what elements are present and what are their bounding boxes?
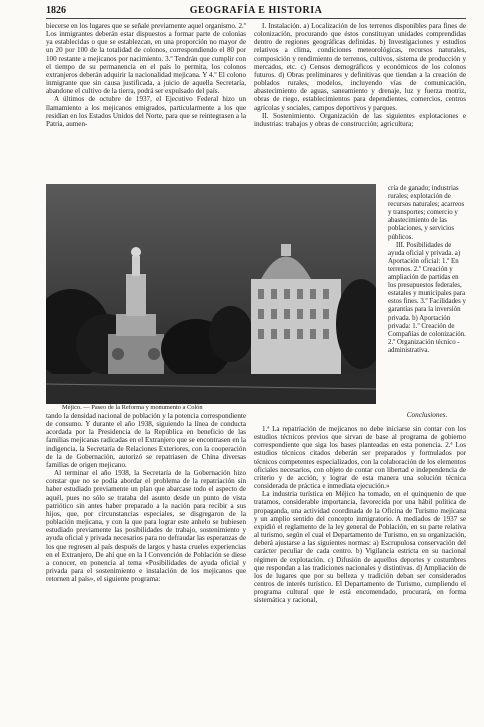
paragraph: Al terminar el año 1938, la Secretaría de la Gobernación hizo constar que no se podía abordar el problema de la repatriación sin haber estudiado previamente un plan que abarcase todo el aspecto de aquél, pues no sólo se trataba del asunto desde un punto de vista patriótico sin antes haber preparado a la nación para recibir a sus hijos, que, por circunstancias especiales, se disgregaron de la población mejicana, y con la que para lograr este anhelo se hubiesen estudiado previamente las posibilidades de trabajo, sostenimiento y ayuda oficial y privada necesarios para no defraudar las esperanzas de los que regresen al país después de largos y hasta crueles experiencias en el Extranjero, De ahí que en la I Convención de Población se diese a conocer, en ponencia al tema «Posibilidades de ayuda oficial y privada para el sostenimiento e instalación de los mejicanos que retornen al país», el siguiente programa: <box>46 469 246 584</box>
page-header <box>46 5 466 19</box>
side-column <box>388 185 466 410</box>
paragraph: 1.ª La repatriación de mejicanos no debe iniciarse sin contar con los estudios técnicos previos que sirvan de base al programa de gobierno correspondiente que siga los bases planteadas en esta ponencia. 2.ª Los estudios técnicos citados deberán ser preparados y formulados por técnicos competentes especializados, con la colaboración de los elementos oficiales necesarios, con objeto de contar con libertad e independencia de criterio y de acción, y lograr de esta manera una solución técnica considerada de práctica e inmediata ejecución.» <box>254 425 466 491</box>
right-column-bottom <box>254 425 466 720</box>
paragraph: I. Instalación. a) Localización de los terrenos disponibles para fines de colonización, procurando que éstos constituyan unidades comprendidas dentro de regiones geográficas definidas. b) Investigaciones y estudios relativos a clima, condiciones meteorológicas, recursos naturales, composición y rendimiento de terrenos, cultivos, sistema de producción y mercados, etc. c) Censos demográficos y económicos de los colonos futuros. d) Obras preliminares y definitivas que tiendan a la creación de poblados rurales, modelos, incluyendo vías de comunicación, abastecimiento de aguas, saneamiento y drenaje, luz y fuerza motriz, obras de riego, establecimientos para dependientes, comercios, centros agrícolas y sociales, campos deportivos y parques. <box>254 22 466 112</box>
left-column-top <box>46 22 246 172</box>
paragraph: cría de ganado; industrias rurales; explotación de recursos naturales; acarreos y transportes; comercio y abastecimiento de las poblaciones, y servicios públicos. <box>388 185 465 241</box>
paragraph: A últimos de octubre de 1937, el Ejecutivo Federal hizo un llamamiento a los mejicanos emigrados, particularmente a los que residían en los Estados Unidos del Norte, para que se reintegrasen a la Patria, aumen- <box>46 95 246 128</box>
paragraph: biecerse en los lugares que se señale previamente aquel organismo. 2.º Los inmigrantes deberán estar dispuestos a formar parte de colonias ya establecidas o que se establezcan, en una proporción no mayor de un 20 por 100 de la totalidad de colonos, correspondiendo el 80 por 100 restante a mejicanos por nacimiento. 3.º Tendrán que cumplir con el tiempo de su permanencia en el país lo permita, los colonos extranjeros deberán adquirir la nacionalidad mejicana. Y 4.º El colono inmigrante que sin causa justificada, a juicio de aquella Secretaría, abandone el cultivo de la tierra, podrá ser expulsado del país. <box>46 22 246 96</box>
photo-paseo-de-la-reforma <box>46 184 376 404</box>
paragraph: La industria turística en Méjico ha tomado, en el quinquenio de que tratamos, considerable importancia, favorecida por una hábil política de propaganda, una actividad coordinada de la Oficina de Turismo mejicana y un amplio sentido del concepto inmigratorio. A mediados de 1937 se expidió el reglamento de la ley general de Población, en su parte relativa al turismo, según el cual el Departamento de Turismo, en su organización, deberá ajustarse a las siguientes normas: a) Escrupulosa conservación del carácter peculiar de cada centro. b) Vigilancia estricta en su nacional régimen de explotación. c) Difusión de aquellos deportes y costumbres que respondan a las tradiciones nacionales y distintivas. d) Ampliación de los de lugares que por su belleza y tradición deban ser considerados centros de interés turístico. El Departamento de Turismo, cumpliendo el programa cultural que le está encomendado, procurará, en forma sistemática y racional, <box>254 490 466 605</box>
photo-caption: Méjico. — Paseo de la Reforma y monumento a Colón <box>62 404 203 411</box>
conclusions-heading: Conclusiones. <box>406 411 448 419</box>
photo-illustration <box>46 184 376 404</box>
paragraph: II. Sostenimiento. Organización de las siguientes explotaciones e industrias: trabajos y obras de construcción; agricultura; <box>254 111 466 128</box>
paragraph: III. Posibilidades de ayuda oficial y privada. a) Aportación oficial: 1.º En terrenos. 2.º Creación y ampliación de partidas en los presupuestos federales, estatales y municipales para estos fines. 3.º Facilidades y garantías para la inversión privada. b) Aportación privada: 1.º Creación de Compañías de colonización. 2.º Organización técnico - administrativa. <box>388 241 466 354</box>
right-column-top <box>254 22 466 182</box>
page-number: 1826 <box>46 5 66 16</box>
paragraph: tando la densidad nacional de población y la potencia correspondiente de consumo. Y durante el año 1938, siguiendo la línea de conducta acordada por la Presidencia de la República en beneficio de las familias mejicanas radicadas en el Extranjero que se encontrasen en la indigencia, la Secretaría de Relaciones Exteriores, con la cooperación de la de Gobernación, autorizó se repatriasen de China diversas familias de origen mejicano. <box>46 412 246 469</box>
running-title: GEOGRAFÍA E HISTORIA <box>189 5 323 16</box>
header-rule <box>46 18 466 19</box>
left-column-bottom <box>46 412 246 720</box>
